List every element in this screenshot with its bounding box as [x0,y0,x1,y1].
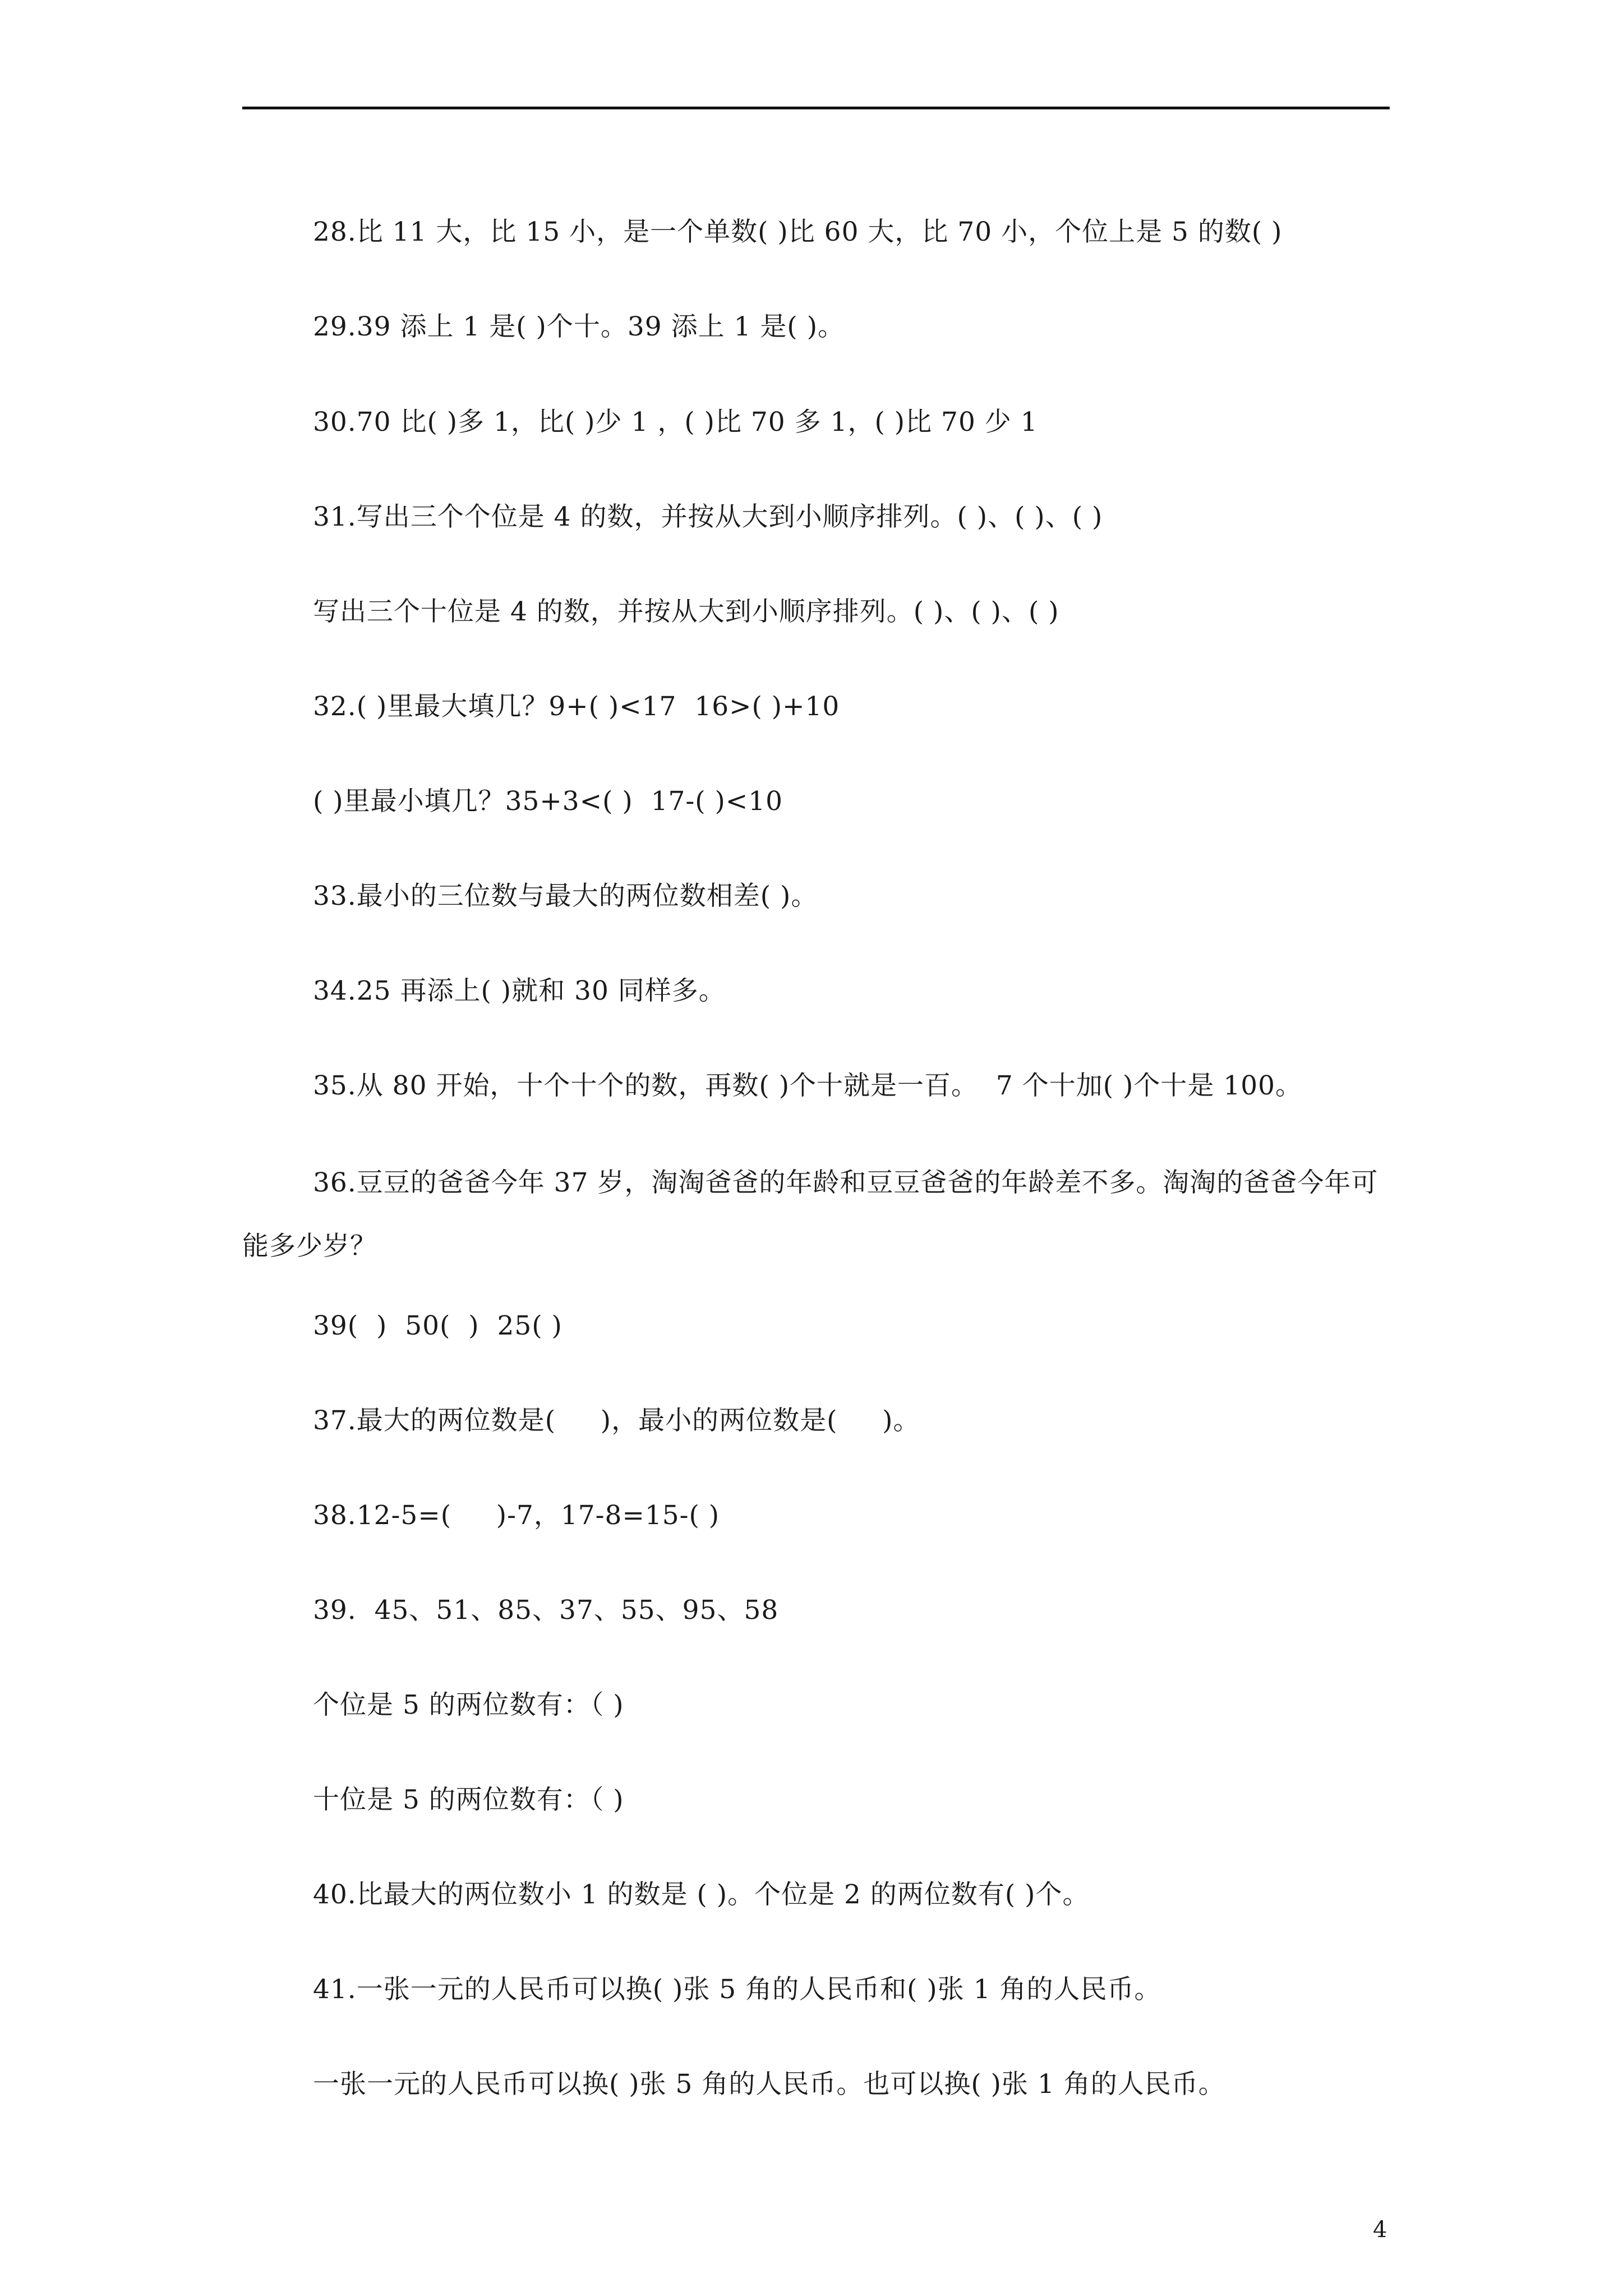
question-30: 30.70 比( )多 1，比( )少 1 ，( )比 70 多 1，( )比 70 少 1 [313,407,1038,438]
question-34: 34.25 再添上( )就和 30 同样多。 [313,976,726,1006]
question-40: 40.比最大的两位数小 1 的数是 ( )。个位是 2 的两位数有( )个。 [313,1879,1090,1910]
question-35: 35.从 80 开始，十个十个的数，再数( )个十就是一百。 7 个十加( )个十是 100。 [313,1070,1303,1101]
question-33: 33.最小的三位数与最大的两位数相差( )。 [313,881,818,912]
question-41: 41.一张一元的人民币可以换( )张 5 角的人民币和( )张 1 角的人民币。 [313,1974,1161,2005]
question-38: 38.12-5=( )-7，17-8=15-( ) [313,1500,720,1531]
question-36: 36.豆豆的爸爸今年 37 岁，淘淘爸爸的年龄和豆豆爸爸的年龄差不多。淘淘的爸爸今年可能多少岁？ [242,1167,1378,1262]
question-36-options: 39( ) 50( ) 25( ) [313,1310,562,1341]
question-29: 29.39 添上 1 是( )个十。39 添上 1 是( )。 [313,311,845,342]
header-rule [242,107,1390,109]
question-39-tens: 十位是 5 的两位数有：（ ) [313,1784,624,1815]
question-31: 31.写出三个个位是 4 的数，并按从大到小顺序排列。( )、( )、( ) [313,501,1103,532]
question-28: 28.比 11 大，比 15 小，是一个单数( )比 60 大，比 70 小，个位上是 5 的数( ) [313,217,1283,247]
question-32-sub: ( )里最小填几？35+3<( ) 17-( )<10 [313,786,783,817]
question-32: 32.( )里最大填几？9+( )<17 16>( )+10 [313,691,840,722]
question-37: 37.最大的两位数是( )，最小的两位数是( )。 [313,1405,920,1436]
question-31-sub: 写出三个十位是 4 的数，并按从大到小顺序排列。( )、( )、( ) [313,596,1059,627]
page-number: 4 [1373,2217,1387,2243]
question-39-ones: 个位是 5 的两位数有：（ ) [313,1690,624,1720]
question-39: 39. 45、51、85、37、55、95、58 [313,1595,779,1626]
question-41-sub: 一张一元的人民币可以换( )张 5 角的人民币。也可以换( )张 1 角的人民币。 [313,2069,1225,2100]
